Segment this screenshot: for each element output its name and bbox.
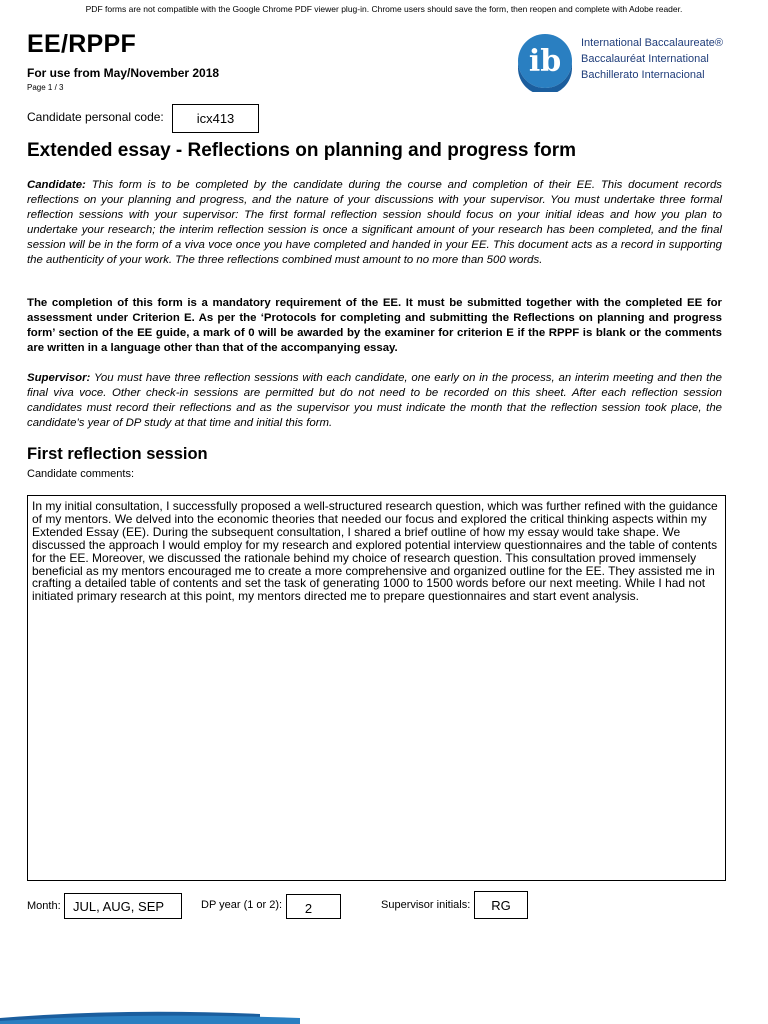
month-field[interactable]: JUL, AUG, SEP	[64, 893, 182, 919]
page-number: Page 1 / 3	[27, 83, 64, 92]
chrome-notice: PDF forms are not compatible with the Google Chrome PDF viewer plug-in. Chrome users should save the form, then reopen and complete with Adobe reader.	[85, 4, 683, 14]
candidate-code-label: Candidate personal code:	[27, 110, 164, 124]
ib-logo-line-spanish: Bachillerato Internacional	[581, 69, 705, 81]
ib-logo-mark-text: ib	[528, 44, 562, 79]
form-title: Extended essay - Reflections on planning and progress form	[27, 140, 576, 161]
form-code: EE/RPPF	[27, 30, 137, 58]
dp-year-field[interactable]: 2	[286, 894, 341, 919]
footer-wave-decoration	[0, 1000, 768, 1024]
supervisor-lead: Supervisor:	[27, 372, 91, 384]
mandatory-requirement-text: The completion of this form is a mandatory requirement of the EE. It must be submitted together with the completed EE for assessment under Criterion E. As per the ‘Protocols for completing and submitting the Reflections on planning and progress form’ section of the EE guide, a mark of 0 will be awarded by the examiner for criterion E if the RPPF is blank or the comments are written in a language other than that of the accompanying essay.	[27, 297, 722, 354]
candidate-comments-label: Candidate comments:	[27, 468, 134, 480]
ib-logo-line-french: Baccalauréat International	[581, 53, 709, 65]
ib-logo-mark-icon	[515, 28, 575, 92]
dp-year-label: DP year (1 or 2):	[201, 899, 283, 911]
candidate-code-field[interactable]: icx413	[172, 104, 259, 133]
supervisor-instructions	[27, 371, 722, 431]
use-from-date: For use from May/November 2018	[27, 66, 220, 80]
candidate-instructions	[27, 178, 722, 268]
candidate-comments-field[interactable]: In my initial consultation, I successfully proposed a well-structured research question, which was further refined with the guidance of my mentors. We delved into the economic theories that needed our focus and explored the critical thinking aspects within my Extended Essay (EE). During the subsequent consultation, I shared a brief outline of how my essay would take shape. We discussed the approach I would employ for my research and explored potential interview questionnaires and the table of contents for the EE. Moreover, we discussed the rationale behind my choice of research question. This consultation proved immensely beneficial as my mentors encouraged me to create a more comprehensive and organized outline for the EE. They assisted me in crafting a detailed table of contents and set the task of generating 1000 to 1500 words before our next meeting. While I had not initiated primary research at this point, my mentors directed me to prepare questionnaires and start event analysis.	[27, 495, 726, 881]
candidate-lead: Candidate:	[27, 179, 86, 191]
supervisor-instructions-text: You must have three reflection sessions with each candidate, one early on in the process, an interim meeting and then the final viva voce. Other check-in sessions are permitted but do not need to be recorded on this sheet. After each reflection session candidates must record their reflections and as the supervisor you must indicate the month that the reflection session took place, the candidate’s year of DP study at that time and initial this form.	[27, 372, 722, 429]
supervisor-initials-label: Supervisor initials:	[381, 899, 471, 911]
ib-logo-line-english: International Baccalaureate®	[581, 37, 724, 49]
month-label: Month:	[27, 900, 61, 912]
ib-logo	[515, 28, 755, 92]
supervisor-initials-field[interactable]: RG	[474, 891, 528, 919]
candidate-instructions-text: This form is to be completed by the candidate during the course and completion of their EE. This document records reflections on your planning and progress, and the nature of your discussions with your supervisor. You must undertake three formal reflection sessions with your supervisor: The first formal reflection session should focus on your initial ideas and how you plan to undertake your research; the interim reflection session is once a significant amount of your research has been completed, and the final session will be in the form of a viva voce once you have completed and handed in your EE. This document acts as a record in supporting the authenticity of your work. The three reflections combined must amount to no more than 500 words.	[27, 179, 722, 266]
first-reflection-title: First reflection session	[27, 445, 208, 463]
